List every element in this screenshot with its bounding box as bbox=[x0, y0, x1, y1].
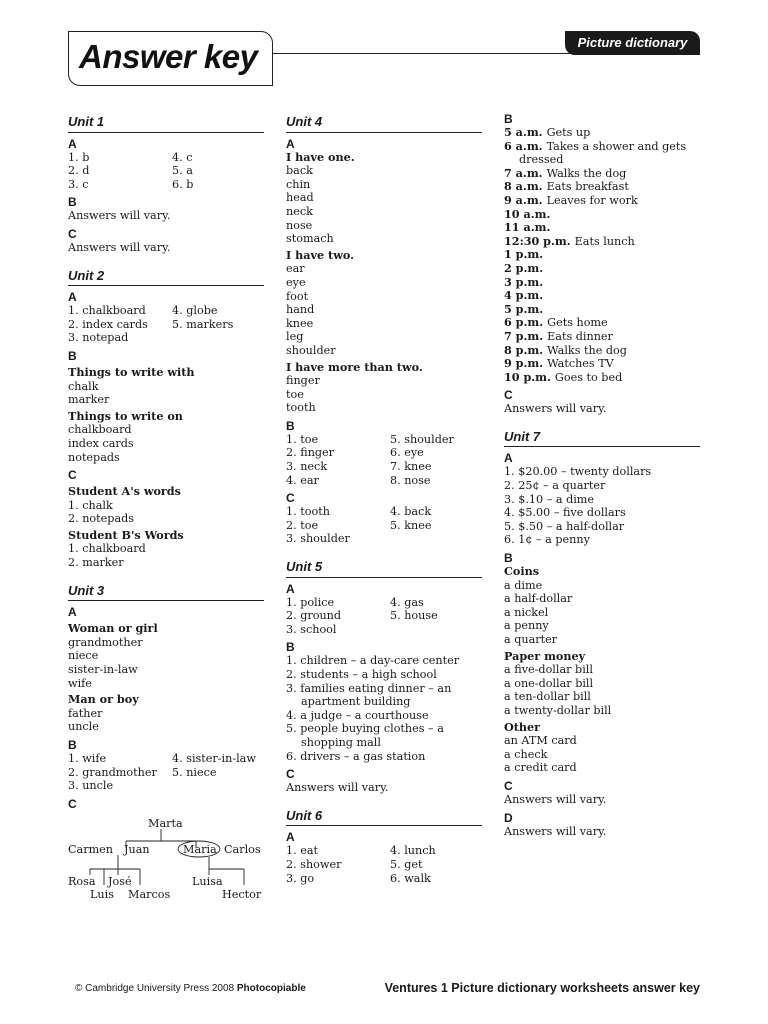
answer: a ten-dollar bill bbox=[504, 690, 591, 704]
answer: 2. index cards bbox=[68, 317, 148, 331]
section-label: C bbox=[286, 491, 295, 506]
schedule-activity: Gets home bbox=[547, 316, 608, 330]
schedule-time: 10 a.m. bbox=[504, 206, 551, 221]
schedule-row bbox=[504, 330, 700, 344]
schedule-activity: Eats lunch bbox=[574, 234, 635, 248]
column-1 bbox=[68, 115, 264, 905]
section-label: C bbox=[504, 778, 513, 793]
schedule-activity: Walks the dog bbox=[547, 343, 627, 357]
answer: 5. get bbox=[390, 857, 423, 871]
schedule-row bbox=[504, 357, 700, 371]
answer: leg bbox=[286, 330, 304, 344]
section-label: B bbox=[504, 112, 513, 126]
answer: uncle bbox=[68, 720, 99, 734]
answer: 1. tooth bbox=[286, 505, 330, 519]
schedule-row bbox=[504, 276, 700, 290]
two-col-list bbox=[286, 844, 482, 885]
answer: a credit card bbox=[504, 761, 577, 775]
header-rule bbox=[273, 53, 573, 54]
subheading: Student A's words bbox=[68, 484, 181, 499]
answer: 2. d bbox=[68, 164, 90, 178]
answer: 8. nose bbox=[390, 473, 431, 487]
answer: index cards bbox=[68, 436, 134, 450]
answer: 5. knee bbox=[390, 518, 432, 532]
section-label: C bbox=[68, 796, 77, 811]
answer: niece bbox=[68, 649, 99, 663]
answer: 5. a bbox=[172, 164, 193, 178]
answer: sister-in-law bbox=[68, 663, 138, 677]
tree-name: Carmen bbox=[68, 842, 114, 856]
title-box bbox=[68, 31, 273, 86]
answer: 5. shoulder bbox=[390, 432, 454, 446]
unit-5-heading: Unit 5 bbox=[286, 560, 482, 578]
subheading: I have one. bbox=[286, 149, 355, 164]
answer: an ATM card bbox=[504, 734, 577, 748]
answer: 2. 25¢ – a quarter bbox=[504, 479, 606, 493]
answer: 2. finger bbox=[286, 446, 335, 460]
answer: 1. chalkboard bbox=[68, 542, 146, 556]
answer: 3. c bbox=[68, 177, 89, 191]
schedule-activity: Eats breakfast bbox=[546, 180, 629, 194]
answer: 4. sister-in-law bbox=[172, 752, 256, 765]
answer: chalkboard bbox=[68, 423, 132, 437]
unit-2-heading: Unit 2 bbox=[68, 269, 264, 287]
schedule-activity: Goes to bed bbox=[554, 370, 623, 384]
schedule-time: 5 p.m. bbox=[504, 301, 544, 316]
unit-6-heading: Unit 6 bbox=[286, 809, 482, 827]
answer: a twenty-dollar bill bbox=[504, 703, 612, 717]
answer: 6. eye bbox=[390, 446, 424, 460]
schedule-activity: Eats dinner bbox=[547, 329, 613, 343]
section-tag: Picture dictionary bbox=[565, 31, 700, 55]
schedule-activity: Gets up bbox=[546, 126, 591, 139]
schedule-list bbox=[504, 126, 700, 384]
schedule-time: 1 p.m. bbox=[504, 247, 544, 262]
subheading: Paper money bbox=[504, 648, 586, 663]
tree-name: Carlos bbox=[224, 842, 261, 856]
answer: 5. people buying clothes – a bbox=[286, 722, 444, 736]
schedule-row bbox=[504, 208, 700, 222]
answer: 3. school bbox=[286, 622, 337, 636]
answer: 5. markers bbox=[172, 317, 234, 331]
section-label: C bbox=[286, 767, 295, 782]
section-label: A bbox=[286, 830, 295, 845]
answer: hand bbox=[286, 303, 315, 317]
answer: 1. chalk bbox=[68, 498, 113, 512]
answer: a dime bbox=[504, 578, 543, 592]
answer: 2. grandmother bbox=[68, 765, 157, 779]
family-tree bbox=[68, 813, 268, 905]
schedule-time: 11 a.m. bbox=[504, 220, 551, 235]
answer: eye bbox=[286, 275, 306, 289]
schedule-time: 5 a.m. bbox=[504, 125, 543, 139]
answer: neck bbox=[286, 204, 313, 218]
column-2 bbox=[286, 115, 482, 885]
schedule-time: 6 a.m. bbox=[504, 138, 543, 153]
answer: foot bbox=[286, 289, 309, 303]
schedule-time: 6 p.m. bbox=[504, 315, 544, 330]
answer: 3. shoulder bbox=[286, 532, 350, 546]
answer: 6. b bbox=[172, 177, 194, 191]
section-label: B bbox=[286, 418, 295, 433]
schedule-activity: Watches TV bbox=[547, 357, 614, 371]
schedule-row bbox=[504, 235, 700, 249]
schedule-time: 12:30 p.m. bbox=[504, 233, 571, 248]
subheading: I have more than two. bbox=[286, 359, 423, 374]
tree-name: Rosa bbox=[68, 874, 96, 888]
footer-title: Ventures 1 Picture dictionary worksheets answer key bbox=[384, 981, 700, 995]
schedule-activity: Takes a shower and gets bbox=[546, 139, 687, 153]
answer: 4. back bbox=[390, 505, 432, 519]
section-label: B bbox=[68, 738, 77, 752]
subheading: Woman or girl bbox=[68, 621, 158, 636]
section-label: D bbox=[504, 810, 513, 825]
answer-continued: apartment building bbox=[301, 695, 411, 709]
schedule-activity: Leaves for work bbox=[546, 193, 638, 207]
answer: 1. b bbox=[68, 150, 90, 164]
answer: Answers will vary. bbox=[68, 209, 171, 223]
tree-name: Hector bbox=[222, 887, 262, 901]
answer: father bbox=[68, 706, 103, 720]
answer: a check bbox=[504, 747, 548, 761]
schedule-row bbox=[504, 180, 700, 194]
two-col-list bbox=[68, 752, 264, 793]
section-label: C bbox=[68, 468, 77, 483]
copyright-text: © Cambridge University Press 2008 bbox=[75, 983, 235, 994]
schedule-row bbox=[504, 248, 700, 262]
tree-name: Maria bbox=[183, 842, 217, 856]
answer: toe bbox=[286, 387, 304, 401]
answer: 1. wife bbox=[68, 752, 107, 765]
tree-name: Luis bbox=[90, 887, 114, 901]
answer: 2. students – a high school bbox=[286, 668, 437, 681]
answer: 7. knee bbox=[390, 460, 432, 474]
schedule-row bbox=[504, 140, 700, 154]
page-title: Answer key bbox=[79, 38, 258, 75]
answer: a nickel bbox=[504, 605, 549, 619]
answer: 4. globe bbox=[172, 304, 218, 318]
answer: 5. house bbox=[390, 609, 438, 623]
schedule-time: 7 a.m. bbox=[504, 165, 543, 180]
answer: 2. shower bbox=[286, 857, 342, 871]
schedule-time: 8 a.m. bbox=[504, 179, 543, 194]
answer: 4. lunch bbox=[390, 844, 436, 858]
schedule-time: 9 a.m. bbox=[504, 192, 543, 207]
schedule-row bbox=[504, 289, 700, 303]
subheading: I have two. bbox=[286, 247, 354, 262]
answer: wife bbox=[68, 676, 92, 690]
answer: knee bbox=[286, 316, 314, 330]
answer: 4. gas bbox=[390, 595, 424, 609]
answer: 3. go bbox=[286, 871, 315, 885]
answer: head bbox=[286, 191, 314, 205]
answer: 1. children – a day-care center bbox=[286, 654, 460, 668]
column-3 bbox=[504, 113, 700, 838]
section-label: B bbox=[68, 195, 77, 210]
section-label: C bbox=[68, 226, 77, 241]
schedule-activity-continued: dressed bbox=[519, 153, 564, 167]
answer: 6. drivers – a gas station bbox=[286, 749, 426, 763]
answer: finger bbox=[286, 374, 320, 388]
section-label: B bbox=[504, 551, 513, 566]
answer: 1. eat bbox=[286, 844, 319, 858]
section-label: C bbox=[504, 388, 513, 403]
answer: chalk bbox=[68, 379, 99, 393]
section-label: B bbox=[68, 348, 77, 363]
schedule-time: 8 p.m. bbox=[504, 342, 544, 357]
tree-name: Marcos bbox=[128, 887, 171, 901]
answer: back bbox=[286, 164, 313, 178]
two-col-list bbox=[286, 596, 482, 637]
section-label: B bbox=[286, 640, 295, 655]
schedule-row bbox=[504, 316, 700, 330]
schedule-row bbox=[504, 126, 700, 140]
tree-name: Marta bbox=[148, 816, 183, 830]
tree-name: José bbox=[108, 874, 132, 888]
two-col-list bbox=[286, 433, 482, 487]
answer: 2. ground bbox=[286, 609, 342, 623]
unit-3-heading: Unit 3 bbox=[68, 584, 264, 602]
schedule-time: 4 p.m. bbox=[504, 288, 544, 303]
subheading: Man or boy bbox=[68, 692, 139, 707]
answer: chin bbox=[286, 177, 311, 191]
answer: Answers will vary. bbox=[286, 781, 389, 795]
answer: 2. toe bbox=[286, 518, 319, 532]
schedule-row bbox=[504, 371, 700, 385]
answer: Answers will vary. bbox=[504, 402, 607, 416]
answer: a five-dollar bill bbox=[504, 663, 593, 677]
two-col-list bbox=[68, 304, 264, 345]
answer: 4. $5.00 – five dollars bbox=[504, 506, 626, 520]
answer: 3. $.10 – a dime bbox=[504, 492, 595, 506]
unit-7-heading: Unit 7 bbox=[504, 430, 700, 448]
answer: 5. $.50 – a half-dollar bbox=[504, 519, 625, 533]
schedule-time: 2 p.m. bbox=[504, 260, 544, 275]
answer: ear bbox=[286, 262, 305, 276]
schedule-row bbox=[504, 344, 700, 358]
schedule-time: 9 p.m. bbox=[504, 356, 544, 371]
answer: 4. c bbox=[172, 150, 193, 164]
two-col-list bbox=[286, 505, 482, 546]
answer: a quarter bbox=[504, 633, 558, 646]
section-label: A bbox=[68, 290, 77, 305]
footer-copyright bbox=[75, 983, 306, 994]
tree-name: Luisa bbox=[192, 874, 223, 888]
schedule-time: 3 p.m. bbox=[504, 274, 544, 289]
two-col-list bbox=[68, 151, 264, 192]
schedule-time: 10 p.m. bbox=[504, 369, 551, 384]
answer: notepads bbox=[68, 450, 120, 464]
schedule-row bbox=[504, 194, 700, 208]
answer: 1. toe bbox=[286, 432, 319, 446]
answer: 2. notepads bbox=[68, 512, 135, 526]
answer: tooth bbox=[286, 401, 316, 415]
answer: stomach bbox=[286, 232, 334, 246]
schedule-row bbox=[504, 221, 700, 235]
schedule-row bbox=[504, 262, 700, 276]
unit-4-heading: Unit 4 bbox=[286, 115, 482, 133]
subheading: Other bbox=[504, 719, 541, 734]
answer: 3. notepad bbox=[68, 331, 129, 345]
answer: 4. a judge – a courthouse bbox=[286, 708, 429, 722]
answer: 4. ear bbox=[286, 473, 319, 487]
answer: 1. $20.00 – twenty dollars bbox=[504, 465, 652, 479]
answer: shoulder bbox=[286, 343, 336, 357]
schedule-row bbox=[504, 167, 700, 181]
answer: 3. families eating dinner – an bbox=[286, 681, 452, 695]
section-label: A bbox=[504, 451, 513, 466]
subheading: Coins bbox=[504, 564, 540, 579]
schedule-time: 7 p.m. bbox=[504, 328, 544, 343]
answer: Answers will vary. bbox=[68, 240, 171, 254]
answer: 3. uncle bbox=[68, 779, 114, 793]
section-label: A bbox=[286, 136, 295, 151]
answer: marker bbox=[68, 393, 110, 407]
subheading: Things to write on bbox=[68, 408, 183, 423]
answer: a penny bbox=[504, 619, 549, 633]
answer: 6. 1¢ – a penny bbox=[504, 533, 590, 547]
section-label: A bbox=[68, 136, 77, 151]
schedule-activity: Walks the dog bbox=[546, 166, 627, 180]
answer: a half-dollar bbox=[504, 592, 573, 606]
section-label: A bbox=[68, 605, 77, 620]
answer: 2. marker bbox=[68, 556, 124, 570]
unit-1-heading: Unit 1 bbox=[68, 115, 264, 133]
photocopiable-text: Photocopiable bbox=[236, 983, 306, 994]
answer: a one-dollar bill bbox=[504, 676, 594, 690]
answer: Answers will vary. bbox=[504, 792, 607, 806]
answer: 3. neck bbox=[286, 460, 328, 474]
answer: grandmother bbox=[68, 635, 143, 649]
answer: 5. niece bbox=[172, 765, 217, 779]
section-label: A bbox=[286, 581, 295, 596]
answer-continued: shopping mall bbox=[301, 735, 381, 749]
subheading: Things to write with bbox=[68, 364, 195, 379]
answer: 1. police bbox=[286, 595, 335, 609]
subheading: Student B's Words bbox=[68, 527, 184, 542]
answer: 1. chalkboard bbox=[68, 304, 146, 318]
tree-name: Juan bbox=[124, 842, 150, 856]
answer: nose bbox=[286, 218, 313, 232]
schedule-row bbox=[504, 303, 700, 317]
answer: 6. walk bbox=[390, 871, 431, 885]
answer: Answers will vary. bbox=[504, 824, 607, 838]
